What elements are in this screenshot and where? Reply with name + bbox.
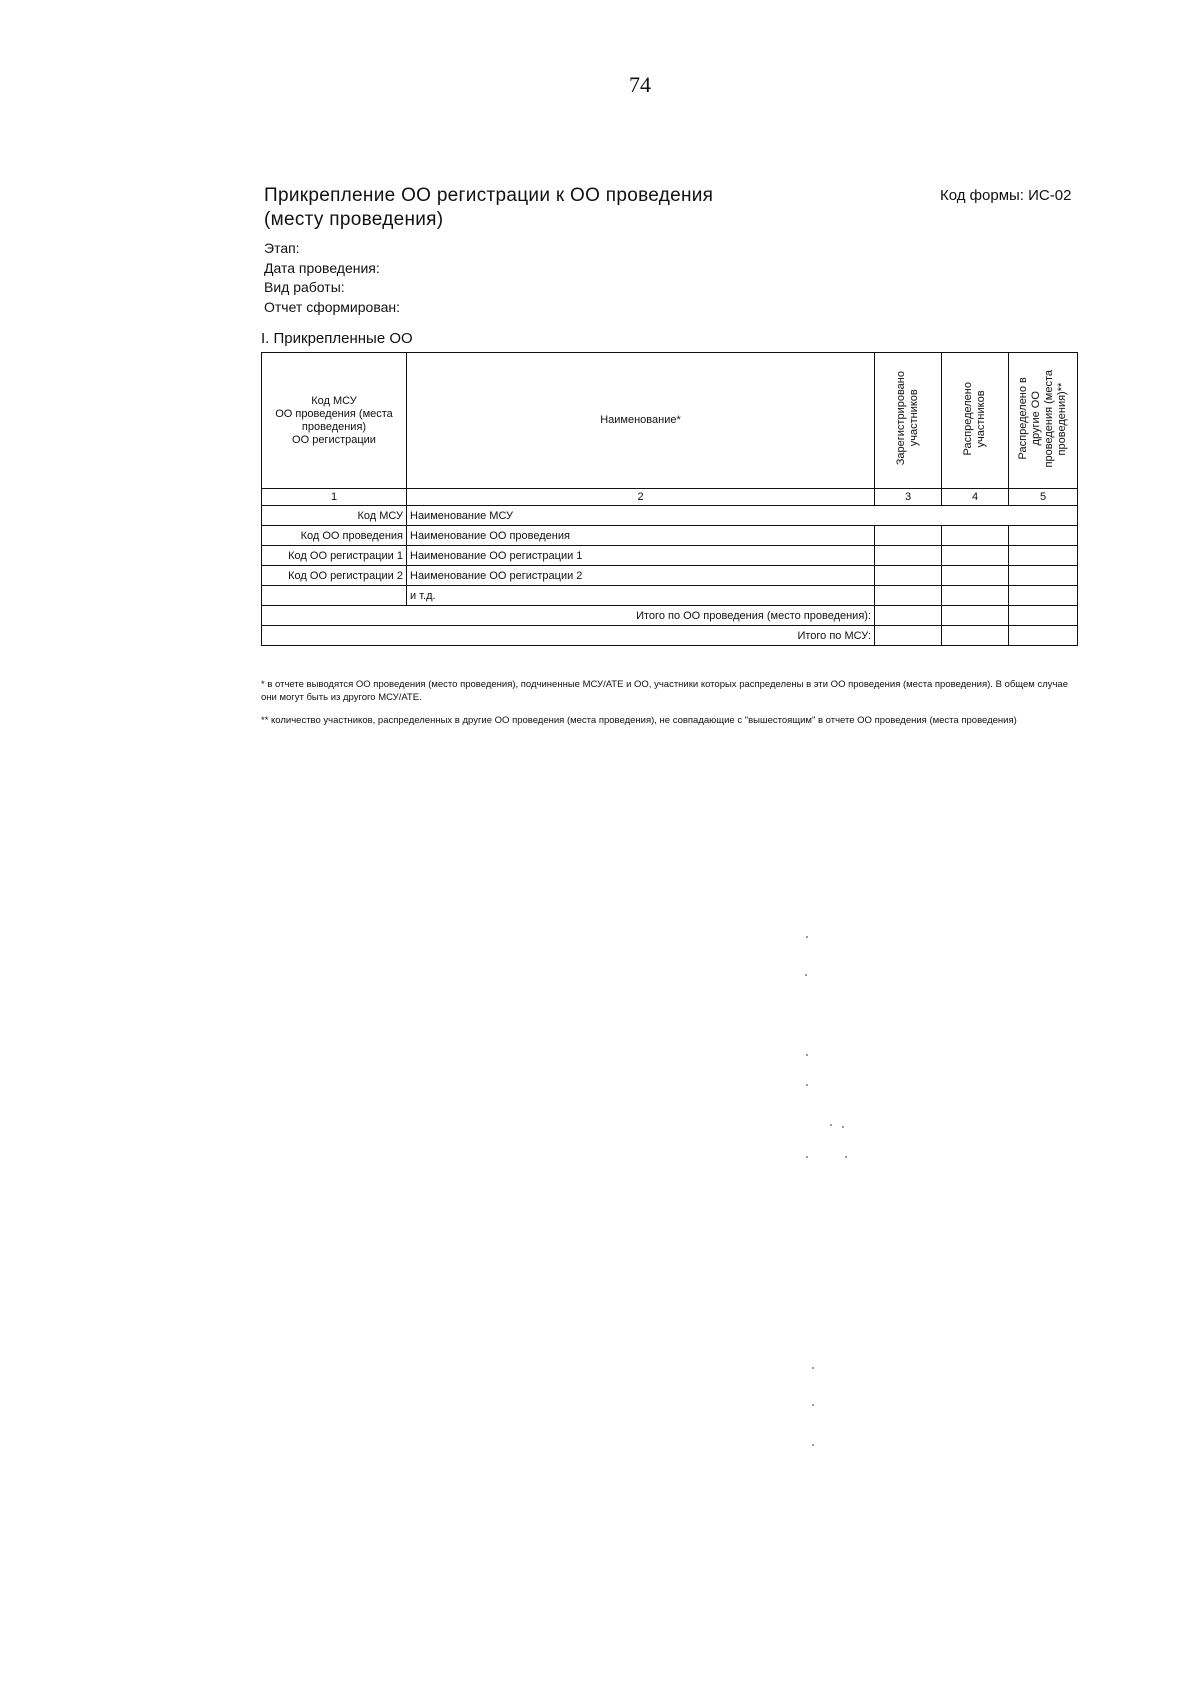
table-row xyxy=(262,546,1078,566)
cell-distributed-other xyxy=(1009,526,1078,546)
scan-speck xyxy=(806,1156,808,1158)
header-other-line1: Распределено в xyxy=(1017,377,1029,460)
section-title: I. Прикрепленные ОО xyxy=(261,330,413,347)
cell-distributed xyxy=(942,626,1009,646)
row-code: Код МСУ xyxy=(262,506,407,526)
row-code: Код ОО регистрации 2 xyxy=(262,566,407,586)
footnote-1: * в отчете выводятся ОО проведения (место проведения), подчиненные МСУ/АТЕ и ОО, участники которых распределены в эти ОО проведения (места проведения). В общем случае они могут быть из другого МСУ/АТЕ. xyxy=(261,679,1069,703)
header-other-line4: проведения)** xyxy=(1056,382,1068,455)
header-distributed-line1: Распределено xyxy=(962,381,974,456)
total-place-label: Итого по ОО проведения (место проведения): xyxy=(262,606,875,626)
column-number: 5 xyxy=(1009,489,1078,506)
row-name: Наименование ОО регистрации 2 xyxy=(407,566,875,586)
header-distributed xyxy=(942,353,1009,489)
header-other-line3: проведения (места xyxy=(1043,369,1055,468)
total-place-row xyxy=(262,606,1078,626)
header-registered xyxy=(875,353,942,489)
table-row xyxy=(262,566,1078,586)
header-distributed-other xyxy=(1009,353,1078,489)
cell-distributed-other xyxy=(1009,546,1078,566)
scan-speck xyxy=(830,1124,832,1126)
row-code xyxy=(262,586,407,606)
header-code xyxy=(262,353,407,489)
cell-distributed xyxy=(942,566,1009,586)
column-numbers-row xyxy=(262,489,1078,506)
header-registered-line1: Зарегистрировано xyxy=(895,371,907,466)
report-meta xyxy=(264,239,400,317)
scan-speck xyxy=(806,936,808,938)
column-number: 3 xyxy=(875,489,942,506)
scan-speck xyxy=(812,1444,814,1446)
form-code: Код формы: ИС-02 xyxy=(940,187,1072,204)
header-distributed-line2: участников xyxy=(975,389,987,447)
total-msu-label: Итого по МСУ: xyxy=(262,626,875,646)
row-code: Код ОО проведения xyxy=(262,526,407,546)
form-title xyxy=(264,184,744,232)
row-name: Наименование МСУ xyxy=(407,506,1078,526)
form-title-line2: (месту проведения) xyxy=(264,209,444,230)
scan-speck xyxy=(806,1054,808,1056)
scan-speck xyxy=(845,1156,847,1158)
cell-registered xyxy=(875,546,942,566)
cell-distributed xyxy=(942,526,1009,546)
page-number: 74 xyxy=(629,72,651,97)
table-header-row xyxy=(262,353,1078,489)
scan-speck xyxy=(842,1126,844,1128)
scan-speck xyxy=(805,974,807,976)
row-name: и т.д. xyxy=(407,586,875,606)
table-row-msu xyxy=(262,506,1078,526)
cell-registered xyxy=(875,626,942,646)
cell-distributed-other xyxy=(1009,566,1078,586)
cell-distributed-other xyxy=(1009,606,1078,626)
header-other-line2: другие ОО xyxy=(1030,391,1042,446)
row-name: Наименование ОО регистрации 1 xyxy=(407,546,875,566)
footnote-2: ** количество участников, распределенных в другие ОО проведения (места проведения), не совпадающие с "вышестоящим" в отчете ОО проведения (места проведения) xyxy=(261,715,1017,726)
header-code-line3: проведения) xyxy=(301,420,367,433)
cell-distributed xyxy=(942,586,1009,606)
cell-registered xyxy=(875,526,942,546)
meta-date: Дата проведения: xyxy=(264,259,380,276)
scan-speck xyxy=(812,1367,814,1369)
row-name: Наименование ОО проведения xyxy=(407,526,875,546)
meta-stage: Этап: xyxy=(264,240,300,256)
table-row xyxy=(262,526,1078,546)
cell-distributed-other xyxy=(1009,586,1078,606)
header-registered-line2: участников xyxy=(908,389,920,447)
total-msu-row xyxy=(262,626,1078,646)
cell-registered xyxy=(875,586,942,606)
cell-registered xyxy=(875,606,942,626)
header-code-line4: ОО регистрации xyxy=(292,433,376,446)
footnotes xyxy=(261,678,1081,737)
cell-distributed-other xyxy=(1009,626,1078,646)
cell-distributed xyxy=(942,546,1009,566)
header-code-line2: ОО проведения (места xyxy=(275,407,393,420)
meta-work-type: Вид работы: xyxy=(264,279,345,295)
cell-registered xyxy=(875,566,942,586)
attachment-table xyxy=(261,352,1078,646)
row-code: Код ОО регистрации 1 xyxy=(262,546,407,566)
form-title-line1: Прикрепление ОО регистрации к ОО проведения xyxy=(264,185,714,206)
table-row xyxy=(262,586,1078,606)
scan-speck xyxy=(812,1404,814,1406)
scan-speck xyxy=(806,1084,808,1086)
meta-generated: Отчет сформирован: xyxy=(264,298,401,315)
column-number: 2 xyxy=(407,489,875,506)
cell-distributed xyxy=(942,606,1009,626)
column-number: 1 xyxy=(262,489,407,506)
column-number: 4 xyxy=(942,489,1009,506)
header-name: Наименование* xyxy=(407,353,875,489)
header-code-line1: Код МСУ xyxy=(311,394,357,407)
